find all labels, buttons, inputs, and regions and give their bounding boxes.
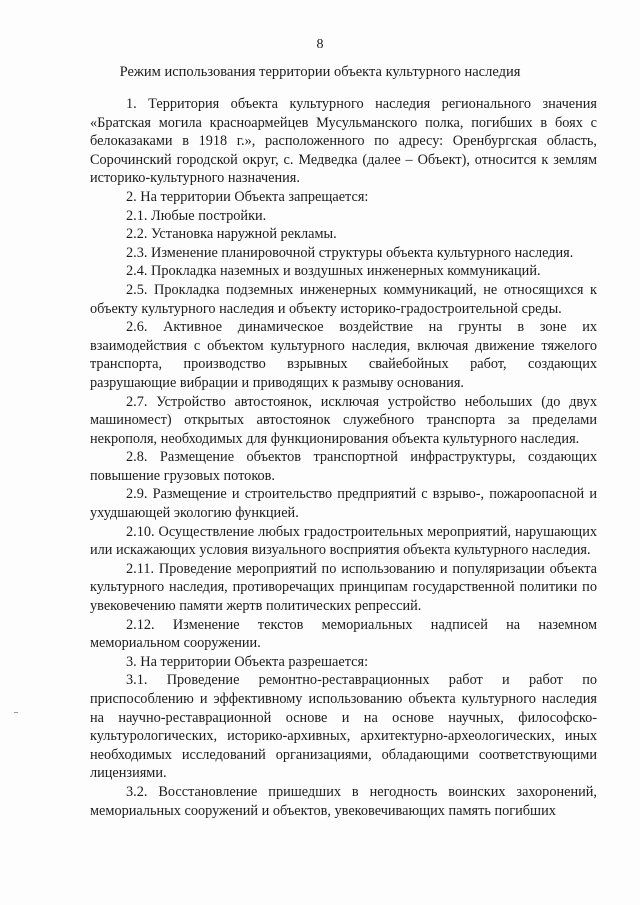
paragraph-2-2: 2.2. Установка наружной рекламы.: [126, 226, 337, 243]
paragraph-2-4: 2.4. Прокладка наземных и воздушных инженерных коммуникаций.: [126, 263, 541, 280]
paragraph-2: 2. На территории Объекта запрещается:: [126, 188, 369, 205]
page-number: 8: [316, 37, 324, 52]
paragraph-2-1: 2.1. Любые постройки.: [126, 207, 267, 224]
margin-mark: [14, 712, 18, 713]
paragraph-2-3: 2.3. Изменение планировочной структуры объекта культурного наследия.: [126, 244, 574, 261]
paragraph-2-11: 2.11. Проведение мероприятий по использованию и популяризации объекта культурного наследия, противоречащих принципам государственной политики по увековечению памяти жертв политических репрессий.: [90, 560, 597, 615]
paragraph-2-10: 2.10. Осуществление любых градостроительных мероприятий, нарушающих или искажающих условия визуального восприятия объекта культурного наследия.: [90, 523, 597, 559]
paragraph-2-5: 2.5. Прокладка подземных инженерных коммуникаций, не относящихся к объекту культурного наследия и объекту историко-градостроительной среды.: [90, 281, 597, 317]
paragraph-3: 3. На территории Объекта разрешается:: [126, 653, 369, 670]
paragraph-2-7: 2.7. Устройство автостоянок, исключая устройство небольших (до двух машиномест) открытых автостоянок служебного транспорта за пределами некрополя, необходимых для функционирования объекта культурного наследия.: [90, 393, 597, 447]
paragraph-2-12: 2.12. Изменение текстов мемориальных надписей на наземном мемориальном сооружении.: [90, 616, 597, 652]
paragraph-2-8: 2.8. Размещение объектов транспортной инфраструктуры, создающих повышение грузовых потоков.: [90, 449, 597, 484]
paragraph-2-6: 2.6. Активное динамическое воздействие на грунты в зоне их взаимодействия с объектом культурного наследия, включая движение тяжелого транспорта, производство взрывных свайебойных работ, создающих разрушающие вибрации и приводящих к размыву основания.: [90, 319, 597, 391]
paragraph-3-1: 3.1. Проведение ремонтно-реставрационных работ и работ по приспособлению и эффективному использованию объекта культурного наследия на научно-реставрационной основе и на основе научных, философско-культурологических, историко-архивных, архитектурно-археологических, иных необходимых исследований организациями, обладающими соответствующими лицензиями.: [90, 672, 597, 782]
paragraph-3-2: 3.2. Восстановление пришедших в негодность воинских захоронений, мемориальных сооружений и объектов, увековечивающих память погибших: [90, 783, 597, 819]
paragraph-2-9: 2.9. Размещение и строительство предприятий с взрыво-, пожароопасной и ухудшающей экологию функцией.: [90, 486, 597, 522]
paragraph-1: 1. Территория объекта культурного наследия регионального значения «Братская могила красноармейцев Мусульманского полка, погибших в боях с белоказаками в 1918 г.», расположенного по адресу: Оренбургская область, Сорочинский городской округ, с. Медведка (далее – Объект), относится к землям историко-культурного назначения.: [90, 96, 597, 187]
document-body: [90, 95, 597, 820]
page-title: Режим использования территории объекта культурного наследия: [119, 64, 521, 80]
